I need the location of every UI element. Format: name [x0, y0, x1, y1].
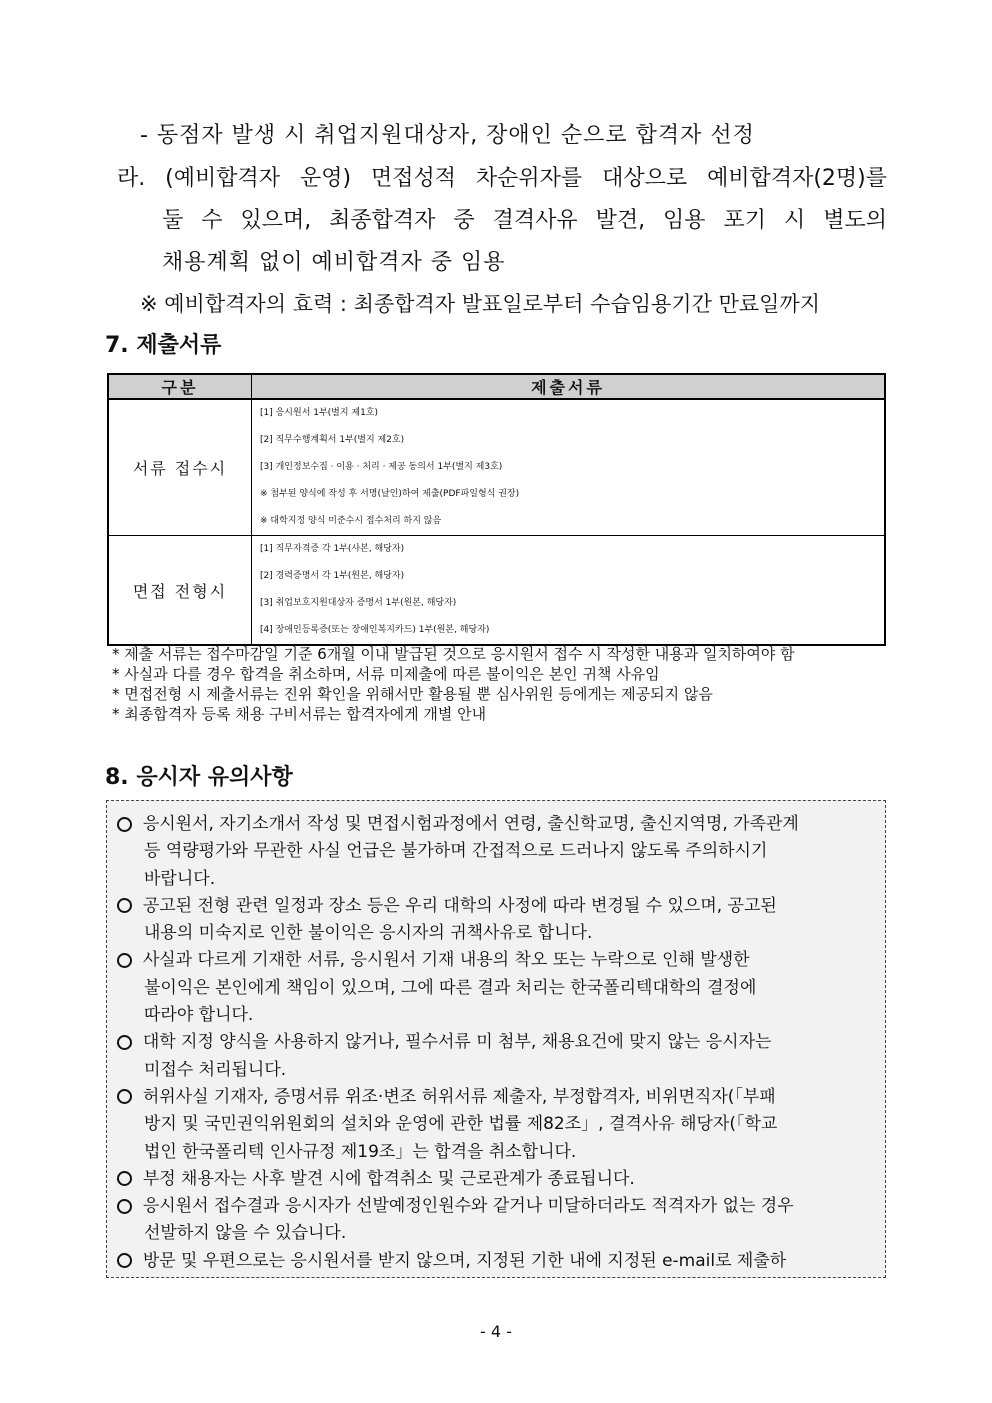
header-category: 구분 [108, 374, 252, 399]
intro-line-3: 둘 수 있으며, 최종합격자 중 결격사유 발견, 임용 포기 시 별도의 [162, 208, 887, 233]
documents-table [107, 373, 886, 646]
circle-bullet-icon [117, 817, 132, 832]
list-item: [2] 직무수행계획서 1부(별지 제2호) [260, 435, 405, 445]
notes-list [112, 644, 795, 724]
table-row [108, 536, 885, 646]
circle-bullet-icon [117, 1035, 132, 1050]
list-item: 허위사실 기재자, 증명서류 위조·변조 허위서류 제출자, 부정합격자, 비위면직자(「부패 [117, 1084, 799, 1111]
section-7-title: 7. 제출서류 [105, 333, 222, 358]
circle-bullet-icon [117, 953, 132, 968]
note-item: * 제출 서류는 접수마감일 기준 6개월 이내 발급된 것으로 응시원서 접수 시 작성한 내용과 일치하여야 함 [112, 645, 795, 663]
table-header-row [108, 374, 885, 399]
list-item: 공고된 전형 관련 일정과 장소 등은 우리 대학의 사정에 따라 변경될 수 있으며, 공고된 [117, 893, 799, 920]
list-item: [1] 응시원서 1부(별지 제1호) [260, 408, 379, 418]
list-item: 부정 채용자는 사후 발견 시에 합격취소 및 근로관계가 종료됩니다. [117, 1166, 799, 1193]
circle-bullet-icon [117, 1171, 132, 1186]
circle-bullet-icon [117, 1199, 132, 1214]
note-item: * 최종합격자 등록 채용 구비서류는 합격자에게 개별 안내 [112, 705, 487, 723]
list-item: ※ 첨부된 양식에 작성 후 서명(날인)하여 제출(PDF파일형식 권장) [260, 489, 520, 499]
intro-line-4: 채용계획 없이 예비합격자 중 임용 [162, 250, 506, 275]
row-category: 서류 접수시 [108, 399, 252, 536]
list-item: 대학 지정 양식을 사용하지 않거나, 필수서류 미 첨부, 채용요건에 맞지 않는 응시자는 [117, 1029, 799, 1056]
section-8-title: 8. 응시자 유의사항 [105, 765, 293, 790]
list-item: [2] 경력증명서 각 1부(원본, 해당자) [260, 571, 405, 581]
list-item: 사실과 다르게 기재한 서류, 응시원서 기재 내용의 착오 또는 누락으로 인해 발생한 [117, 947, 799, 974]
note-item: * 사실과 다를 경우 합격을 취소하며, 서류 미제출에 따른 불이익은 본인 귀책 사유임 [112, 665, 660, 683]
header-documents: 제출서류 [252, 374, 886, 399]
intro-line-1: - 동점자 발생 시 취업지원대상자, 장애인 순으로 합격자 선정 [140, 123, 755, 148]
intro-note: ※ 예비합격자의 효력 : 최종합격자 발표일로부터 수습임용기간 만료일까지 [140, 292, 820, 316]
notice-list: 응시원서, 자기소개서 작성 및 면접시험과정에서 연령, 출신학교명, 출신지역명, 가족관계 등 역량평가와 무관한 사실 언급은 불가하며 간접적으로 드러나지 않도록 주의하시기 바랍니다. 공고된 전형 관련 일정과 장소 등은 우리 대학의 사정에 따라 변경될 수 있으며, 공고된 내용의 미숙지로 인한 불이익은 응시자의 귀책사유로 합니다. 사실과 다르게 기재한 서류, 응시원서 기재 내용의 착오 또는 누락으로 인해 발생한 불이익은 본인에게 책임이 있으며, 그에 따른 결과 처리는 한국폴리텍대학의 결정에 따라야 합니다. 대학 지정 양식을 사용하지 않거나, 필수서류 미 첨부, 채용요건에 맞지 않는 응시자는 미접수 처리됩니다. 허위사실 기재자, 증명서류 위조·변조 허위서류 제출자, 부정합격자, 비위면직자(「부패 방지 및 국민권익위원회의 설치와 운영에 관한 법률 제82조」, 결격사유 해당자(「학교 법인 한국폴리텍 인사규정 제19조」는 합격을 취소합니다. 부정 채용자는 사후 발견 시에 합격취소 및 근로관계가 종료됩니다. 응시원서 접수결과 응시자가 선발예정인원수와 같거나 미달하더라도 적격자가 없는 경우 선발하지 않을 수 있습니다. 방문 및 우편으로는 응시원서를 받지 않으며, 지정된 기한 내에 지정된 e-mail로 제출하 [117, 811, 799, 1275]
list-item: 응시원서, 자기소개서 작성 및 면접시험과정에서 연령, 출신학교명, 출신지역명, 가족관계 [117, 811, 799, 838]
row-items [252, 536, 886, 646]
list-item: [4] 장애인등록증(또는 장애인복지카드) 1부(원본, 해당자) [260, 625, 490, 635]
list-item: ※ 대학지정 양식 미준수시 접수처리 하지 않음 [260, 516, 442, 526]
page-number: - 4 - [480, 1322, 512, 1341]
notice-box [106, 800, 886, 1278]
note-item: * 면접전형 시 제출서류는 진위 확인을 위해서만 활용될 뿐 심사위원 등에게는 제공되지 않음 [112, 685, 713, 703]
intro-line-2: 라. (예비합격자 운영) 면접성적 차순위자를 대상으로 예비합격자(2명)를 [117, 166, 887, 191]
list-item: [3] 취업보호지원대상자 증명서 1부(원본, 해당자) [260, 598, 457, 608]
list-item: [1] 직무자격증 각 1부(사본, 해당자) [260, 544, 405, 554]
row-category: 면접 전형시 [108, 536, 252, 646]
list-item: 방문 및 우편으로는 응시원서를 받지 않으며, 지정된 기한 내에 지정된 e-mail로 제출하 [117, 1248, 799, 1275]
row-items [252, 399, 886, 536]
list-item: 응시원서 접수결과 응시자가 선발예정인원수와 같거나 미달하더라도 적격자가 없는 경우 [117, 1193, 799, 1220]
circle-bullet-icon [117, 1089, 132, 1104]
circle-bullet-icon [117, 898, 132, 913]
circle-bullet-icon [117, 1253, 132, 1268]
list-item: [3] 개인정보수집 · 이용 · 처리 · 제공 동의서 1부(별지 제3호) [260, 462, 503, 472]
table-row [108, 399, 885, 536]
